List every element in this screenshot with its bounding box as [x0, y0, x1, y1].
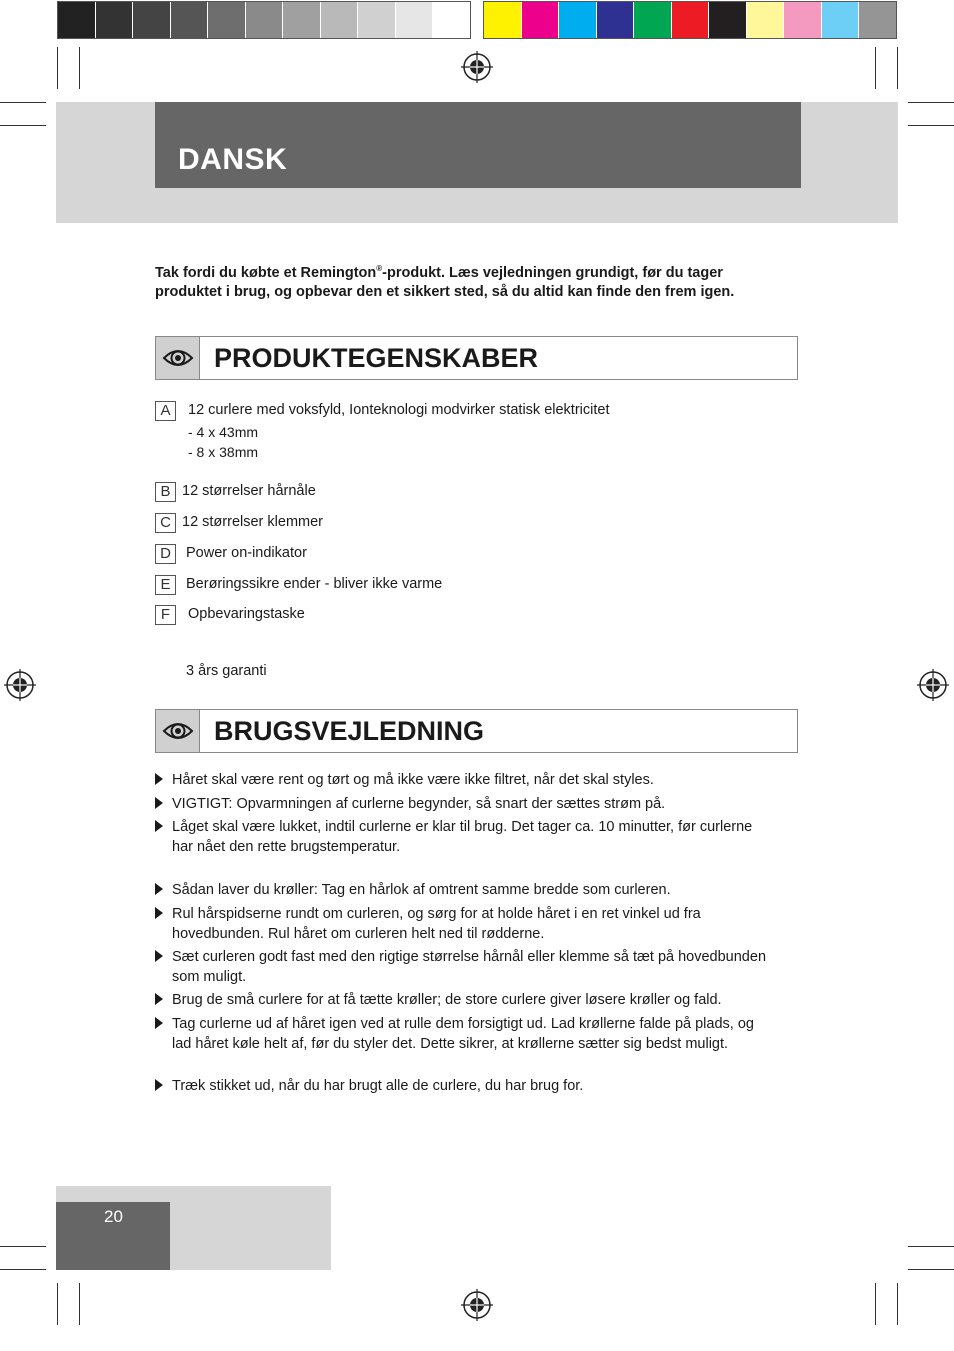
- color-swatch: [634, 2, 672, 38]
- section-title: BRUGSVEJLEDNING: [214, 716, 485, 746]
- color-swatch: [484, 2, 522, 38]
- color-swatch: [672, 2, 710, 38]
- instruction-item: Sådan laver du krøller: Tag en hårlok af omtrent samme bredde som curleren.: [172, 882, 671, 898]
- crop-mark: [897, 1283, 898, 1325]
- bullet-arrow-icon: [155, 797, 163, 809]
- page-number: 20: [104, 1207, 123, 1226]
- crop-mark: [79, 47, 80, 89]
- feature-letter-d: D: [155, 544, 176, 564]
- eye-icon: [162, 719, 194, 743]
- bullet-arrow-icon: [155, 950, 163, 962]
- instruction-item: Brug de små curlere for at få tætte krøller; de store curlere giver løsere krøller og fald.: [172, 992, 722, 1008]
- instruction-item: Tag curlerne ud af håret igen ved at rulle dem forsigtigt ud. Lad krøllerne falde på plads, og lad håret køle helt af, før du styler det. Dette sikrer, at krøllerne sætter sig bedst muligt.: [172, 1016, 754, 1052]
- gray-swatch: [208, 2, 246, 38]
- section-heading-brugsvejledning: [155, 709, 798, 753]
- feature-text-a: 12 curlere med voksfyld, Ionteknologi modvirker statisk elektricitet: [188, 402, 610, 418]
- instruction-item: Sæt curleren godt fast med den rigtige størrelse hårnål eller klemme så tæt på hovedbunden som muligt.: [172, 949, 767, 985]
- instruction-item: Låget skal være lukket, indtil curlerne er klar til brug. Det tager ca. 10 minutter, før curlerne har nået den rette brugstemperatur.: [172, 819, 753, 855]
- bullet-arrow-icon: [155, 1079, 163, 1091]
- gray-swatch: [321, 2, 359, 38]
- gray-swatch: [246, 2, 284, 38]
- section-title: PRODUKTEGENSKABER: [214, 343, 539, 373]
- feature-text-d: Power on-indikator: [186, 545, 307, 561]
- crop-mark: [908, 125, 954, 126]
- color-swatch: [784, 2, 822, 38]
- bullet-arrow-icon: [155, 907, 163, 919]
- registration-mark-icon: [4, 669, 36, 701]
- bullet-arrow-icon: [155, 883, 163, 895]
- bullet-arrow-icon: [155, 820, 163, 832]
- color-swatch: [747, 2, 785, 38]
- page-title: DANSK: [178, 143, 288, 176]
- eye-icon: [162, 346, 194, 370]
- instruction-item: Rul hårspidserne rundt om curleren, og sørg for at holde håret i en ret vinkel ud fra hovedbunden. Rul håret om curleren helt ned til rødderne.: [172, 906, 701, 942]
- intro-paragraph: Tak fordi du købte et Remington®-produkt. Læs vejledningen grundigt, før du tager produktet i brug, og opbevar den et sikkert sted, så du altid kan finde den frem igen.: [155, 264, 735, 300]
- crop-mark: [0, 125, 46, 126]
- color-swatch: [709, 2, 747, 38]
- crop-mark: [0, 1269, 46, 1270]
- gray-swatch: [396, 2, 434, 38]
- registration-mark-icon: [461, 51, 493, 83]
- color-calibration-bar: [483, 1, 897, 39]
- feature-letter-b: B: [155, 482, 176, 502]
- feature-letter-c: C: [155, 513, 176, 533]
- feature-sub-item: - 8 x 38mm: [188, 444, 259, 460]
- crop-mark: [897, 47, 898, 89]
- section-heading-produktegenskaber: [155, 336, 798, 380]
- crop-mark: [79, 1283, 80, 1325]
- gray-swatch: [96, 2, 134, 38]
- color-swatch: [859, 2, 896, 38]
- gray-swatch: [171, 2, 209, 38]
- bullet-arrow-icon: [155, 993, 163, 1005]
- gray-swatch: [433, 2, 470, 38]
- crop-mark: [57, 47, 58, 89]
- warranty-text: 3 års garanti: [186, 663, 267, 679]
- gray-swatch: [283, 2, 321, 38]
- gray-swatch: [58, 2, 96, 38]
- feature-letter-e: E: [155, 575, 176, 595]
- grayscale-calibration-bar: [57, 1, 471, 39]
- crop-mark: [0, 102, 46, 103]
- color-swatch: [522, 2, 560, 38]
- feature-letter-a: A: [155, 401, 176, 421]
- bullet-arrow-icon: [155, 1017, 163, 1029]
- feature-text-b: 12 størrelser hårnåle: [182, 483, 316, 499]
- instruction-item: VIGTIGT: Opvarmningen af curlerne begynder, så snart der sættes strøm på.: [172, 796, 666, 812]
- crop-mark: [908, 1269, 954, 1270]
- gray-swatch: [133, 2, 171, 38]
- instruction-item: Træk stikket ud, når du har brugt alle de curlere, du har brug for.: [172, 1078, 584, 1094]
- crop-mark: [875, 47, 876, 89]
- feature-text-f: Opbevaringstaske: [188, 606, 305, 622]
- color-swatch: [822, 2, 860, 38]
- color-swatch: [559, 2, 597, 38]
- feature-sub-item: - 4 x 43mm: [188, 424, 259, 440]
- registration-mark-icon: [917, 669, 949, 701]
- registration-mark-icon: [461, 1289, 493, 1321]
- gray-swatch: [358, 2, 396, 38]
- feature-text-e: Berøringssikre ender - bliver ikke varme: [186, 576, 443, 592]
- crop-mark: [0, 1246, 46, 1247]
- bullet-arrow-icon: [155, 773, 163, 785]
- instruction-item: Håret skal være rent og tørt og må ikke være ikke filtret, når det skal styles.: [172, 772, 654, 788]
- feature-letter-f: F: [155, 605, 176, 625]
- crop-mark: [57, 1283, 58, 1325]
- color-swatch: [597, 2, 635, 38]
- crop-mark: [908, 1246, 954, 1247]
- crop-mark: [875, 1283, 876, 1325]
- crop-mark: [908, 102, 954, 103]
- feature-text-c: 12 størrelser klemmer: [182, 514, 323, 530]
